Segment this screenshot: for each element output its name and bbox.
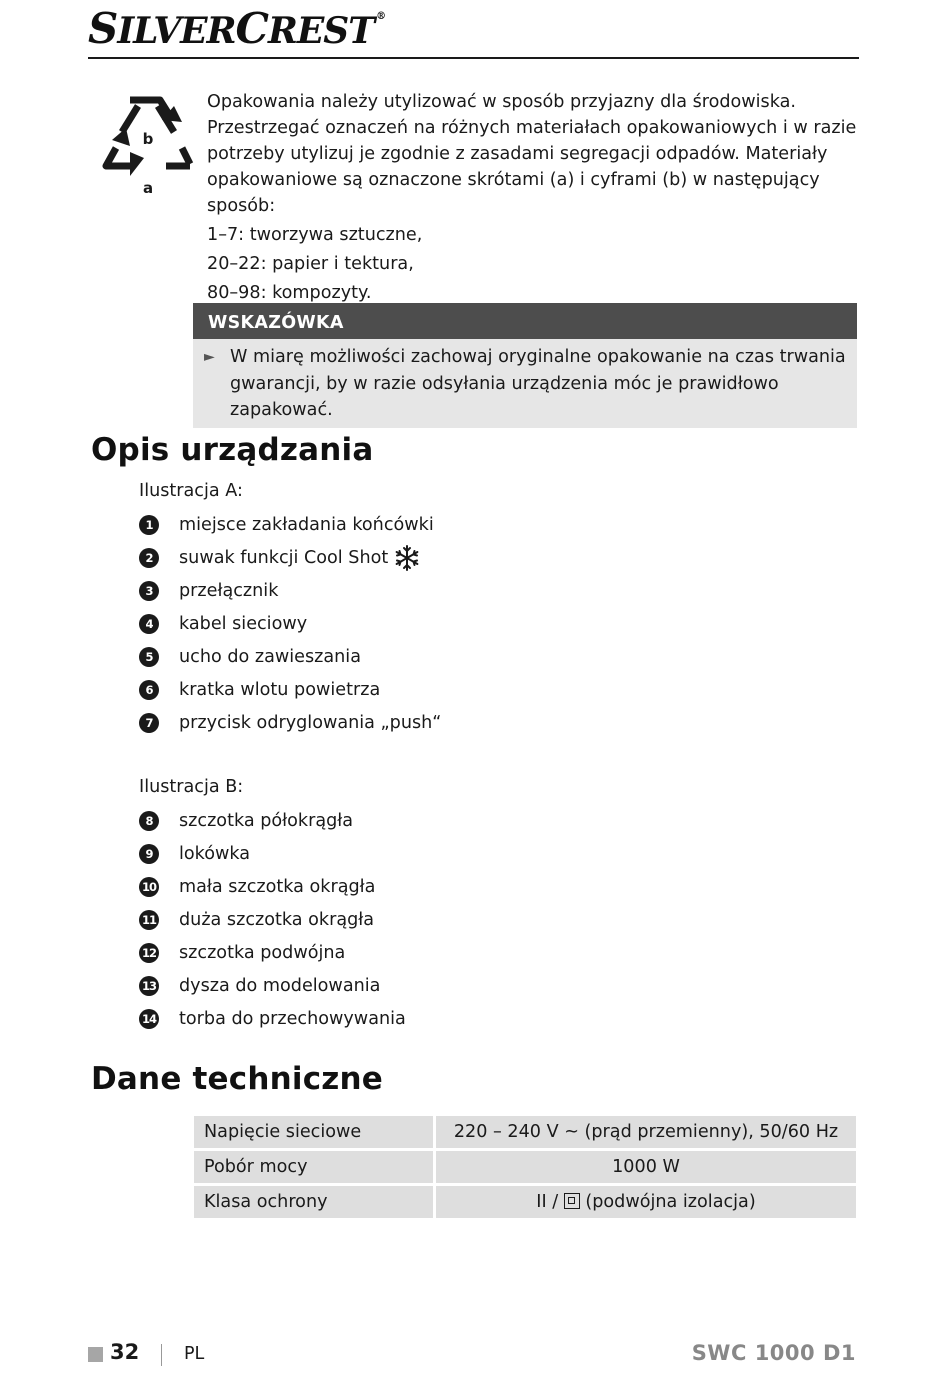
- header-rule: [88, 57, 859, 59]
- number-badge: 2: [139, 548, 159, 568]
- model-number: SWC 1000 D1: [691, 1341, 856, 1365]
- code-line: 20–22: papier i tektura,: [207, 254, 414, 274]
- bullet-arrow-icon: ►: [204, 349, 215, 365]
- number-badge: 6: [139, 680, 159, 700]
- list-item: 4 kabel sieciowy: [139, 607, 441, 640]
- number-badge: 7: [139, 713, 159, 733]
- table-key: Klasa ochrony: [194, 1186, 436, 1218]
- number-badge: 3: [139, 581, 159, 601]
- list-item: 6 kratka wlotu powietrza: [139, 673, 441, 706]
- illustration-a-label: Ilustracja A:: [139, 481, 243, 501]
- list-item: 8 szczotka półokrągła: [139, 804, 406, 837]
- illustration-a-list: [139, 508, 441, 739]
- list-item: 3 przełącznik: [139, 574, 441, 607]
- recycle-code-b: b: [142, 130, 154, 148]
- table-row: [194, 1151, 856, 1183]
- number-badge: 13: [139, 976, 159, 996]
- list-item: 5 ucho do zawieszania: [139, 640, 441, 673]
- list-item: 14 torba do przechowywania: [139, 1002, 406, 1035]
- table-value: II / (podwójna izolacja): [436, 1186, 856, 1218]
- table-row: [194, 1116, 856, 1148]
- table-row: [194, 1186, 856, 1218]
- material-codes: [207, 221, 872, 308]
- table-key: Pobór mocy: [194, 1151, 436, 1183]
- code-line: 80–98: kompozyty.: [207, 283, 372, 303]
- section-title-description: Opis urządzania: [91, 432, 374, 468]
- footer-divider: [161, 1344, 162, 1366]
- double-insulation-icon: [564, 1193, 580, 1209]
- recycle-code-a: a: [142, 179, 154, 197]
- section-title-tech: Dane techniczne: [91, 1061, 384, 1097]
- number-badge: 4: [139, 614, 159, 634]
- number-badge: 12: [139, 943, 159, 963]
- number-badge: 5: [139, 647, 159, 667]
- recycle-icon: [100, 92, 196, 198]
- list-item: 13 dysza do modelowania: [139, 969, 406, 1002]
- language-code: PL: [184, 1344, 205, 1364]
- number-badge: 9: [139, 844, 159, 864]
- disposal-intro: [207, 89, 872, 308]
- table-key: Napięcie sieciowe: [194, 1116, 436, 1148]
- number-badge: 11: [139, 910, 159, 930]
- code-line: 1–7: tworzywa sztuczne,: [207, 225, 423, 245]
- footer-marker: [88, 1347, 103, 1362]
- list-item: 11 duża szczotka okrągła: [139, 903, 406, 936]
- number-badge: 14: [139, 1009, 159, 1029]
- intro-paragraph: Opakowania należy utylizować w sposób przyjazny dla środowiska. Przestrzegać oznaczeń na różnych materiałach opakowaniowych i w razie potrzeby utylizuj je zgodnie z zasadami segregacji odpadów. Materiały opakowaniowe są oznaczone skrótami (a) i cyframi (b) w następujący sposób:: [207, 92, 857, 216]
- list-item: 9 lokówka: [139, 837, 406, 870]
- list-item: 7 przycisk odryglowania „push“: [139, 706, 441, 739]
- list-item: 10 mała szczotka okrągła: [139, 870, 406, 903]
- snowflake-icon: [393, 544, 421, 572]
- tech-data-table: [194, 1113, 856, 1221]
- list-item: 2 suwak funkcji Cool Shot: [139, 541, 441, 574]
- number-badge: 10: [139, 877, 159, 897]
- note-text: W miarę możliwości zachowaj oryginalne opakowanie na czas trwania gwarancji, by w razie odsyłania urządzenia móc je prawidłowo zapakować.: [230, 347, 846, 420]
- illustration-b-label: Ilustracja B:: [139, 777, 244, 797]
- table-value: 220 – 240 V ~ (prąd przemienny), 50/60 Hz: [436, 1116, 856, 1148]
- note-box: [193, 303, 857, 428]
- brand-logo: SILVERCREST ®: [88, 4, 386, 53]
- list-item: 1 miejsce zakładania końcówki: [139, 508, 441, 541]
- number-badge: 8: [139, 811, 159, 831]
- table-value: 1000 W: [436, 1151, 856, 1183]
- illustration-b-list: [139, 804, 406, 1035]
- number-badge: 1: [139, 515, 159, 535]
- page-number: 32: [110, 1340, 140, 1364]
- list-item: 12 szczotka podwójna: [139, 936, 406, 969]
- note-title: WSKAZÓWKA: [193, 303, 857, 339]
